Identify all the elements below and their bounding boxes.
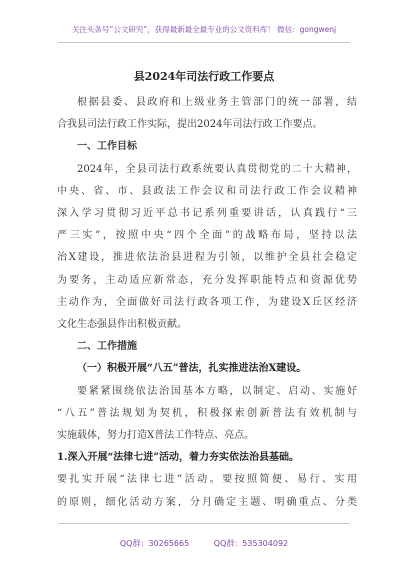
footer-qq-group-1: QQ群：30265665: [119, 539, 190, 548]
item-heading-1: 1.深入开展“法律七进”活动，着力夯实依法治县基础。: [57, 452, 299, 464]
body-line-19: 的原则，细化活动方案，分月确定主题、明确重点、分类: [57, 496, 357, 508]
footer-qq-group-2: QQ群：535304092: [213, 539, 289, 548]
top-banner: 关注头条号“公文研究”，获得最新最全最专业的公文资料库！ 微信：gongwenj: [71, 25, 337, 34]
subsection-heading-1: （一）积极开展“八五”普法，扎实推进法治X建设。: [77, 363, 307, 375]
body-line-14: 要紧紧围绕依法治国基本方略，以制定、启动、实施好: [77, 385, 357, 397]
body-line-6: 深入学习贯彻习近平总书记系列重要讲话，认真践行“三: [57, 208, 357, 220]
section-heading-goals: 一、工作目标: [77, 141, 137, 153]
section-heading-measures: 二、工作措施: [77, 341, 137, 353]
body-line-2: 合我县司法行政工作实际，提出2024年司法行政工作要点。: [57, 119, 323, 131]
body-line-11: 文化生态强县作出积极贡献。: [57, 319, 187, 331]
body-line-4: 2024年，全县司法行政系统要认真贯彻党的二十大精神，: [77, 163, 357, 175]
body-line-16: 实施载体，努力打造X普法工作特点、亮点。: [57, 430, 255, 442]
body-line-10: 主动作为，全面做好司法行政各项工作，为建设X丘区经济: [57, 296, 357, 308]
bottom-divider: [58, 523, 350, 524]
body-line-15: “八五”普法规划为契机，积极探索创新普法有效机制与: [57, 407, 357, 419]
document-body: [57, 92, 357, 514]
body-line-1: 根据县委、县政府和上级业务主管部门的统一部署，结: [77, 97, 357, 108]
body-line-7: 严三实”，按照中央“四个全面”的战略布局，坚持以法: [57, 230, 357, 242]
body-line-18: 要扎实开展“法律七进”活动。要按照简便、易行、实用: [57, 474, 357, 486]
body-line-5: 中央、省、市、县政法工作会议和司法行政工作会议精神: [57, 185, 357, 197]
document-title: 县2024年司法行政工作要点: [133, 70, 275, 83]
footer: [0, 538, 408, 549]
body-line-8: 治X建设，推进依法治县进程为引领，以维护全县社会稳定: [57, 252, 357, 264]
body-line-9: 为要务，主动适应新常态，充分发挥职能特点和资源优势: [57, 274, 357, 286]
top-divider: [58, 42, 350, 43]
